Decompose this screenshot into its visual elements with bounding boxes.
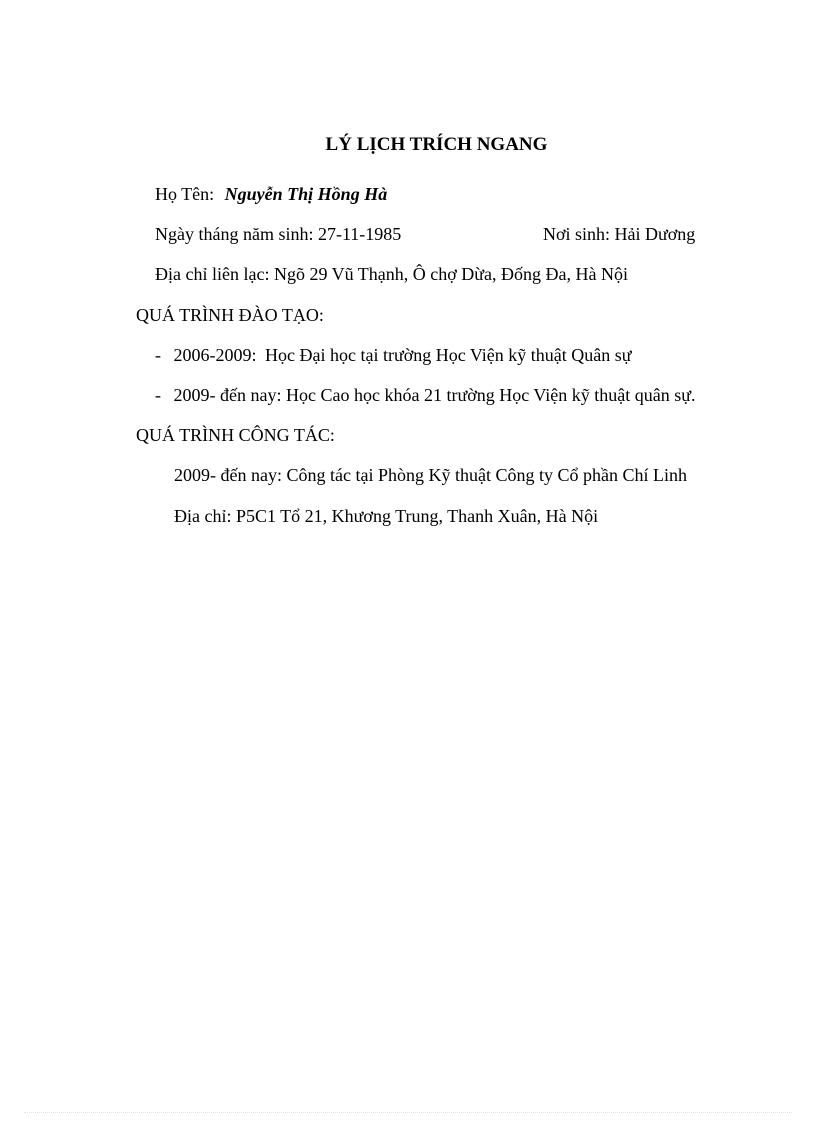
birthplace-value: Hải Dương — [614, 224, 696, 244]
address-row — [155, 263, 628, 285]
work-address-value: P5C1 Tổ 21, Khương Trung, Thanh Xuân, Hà Nội — [235, 506, 599, 526]
education-bullet: - — [155, 385, 161, 405]
name-value: Nguyễn Thị Hồng Hà — [224, 184, 388, 204]
dob-row — [155, 223, 401, 245]
education-period: 2009- đến nay: — [173, 385, 282, 405]
address-label: Địa chỉ liên lạc: — [155, 264, 270, 284]
education-item — [155, 384, 696, 406]
dob-label: Ngày tháng năm sinh: — [155, 224, 314, 244]
work-period: 2009- đến nay: — [174, 465, 282, 485]
work-heading: QUÁ TRÌNH CÔNG TÁC: — [136, 425, 335, 445]
page-bottom-divider — [24, 1112, 792, 1113]
education-item — [155, 344, 632, 366]
address-value: Ngõ 29 Vũ Thạnh, Ô chợ Dừa, Đống Đa, Hà Nội — [273, 264, 629, 284]
education-heading: QUÁ TRÌNH ĐÀO TẠO: — [136, 305, 324, 325]
birthplace-label: Nơi sinh: — [543, 224, 611, 244]
education-text: Học Đại học tại trường Học Viện kỹ thuật Quân sự — [265, 345, 632, 365]
name-row — [155, 183, 387, 205]
dob-value: 27-11-1985 — [317, 224, 402, 244]
education-bullet: - — [155, 345, 161, 365]
work-address-row — [174, 505, 598, 527]
name-label: Họ Tên: — [155, 184, 215, 204]
work-text: Công tác tại Phòng Kỹ thuật Công ty Cổ phần Chí Linh — [286, 465, 687, 485]
document-title: LÝ LỊCH TRÍCH NGANG — [325, 134, 548, 155]
education-period: 2006-2009: — [173, 345, 257, 365]
work-row — [174, 464, 687, 486]
work-address-label: Địa chỉ: — [174, 506, 232, 526]
birthplace-row — [543, 223, 695, 245]
education-text: Học Cao học khóa 21 trường Học Viện kỹ thuật quân sự. — [285, 385, 696, 405]
